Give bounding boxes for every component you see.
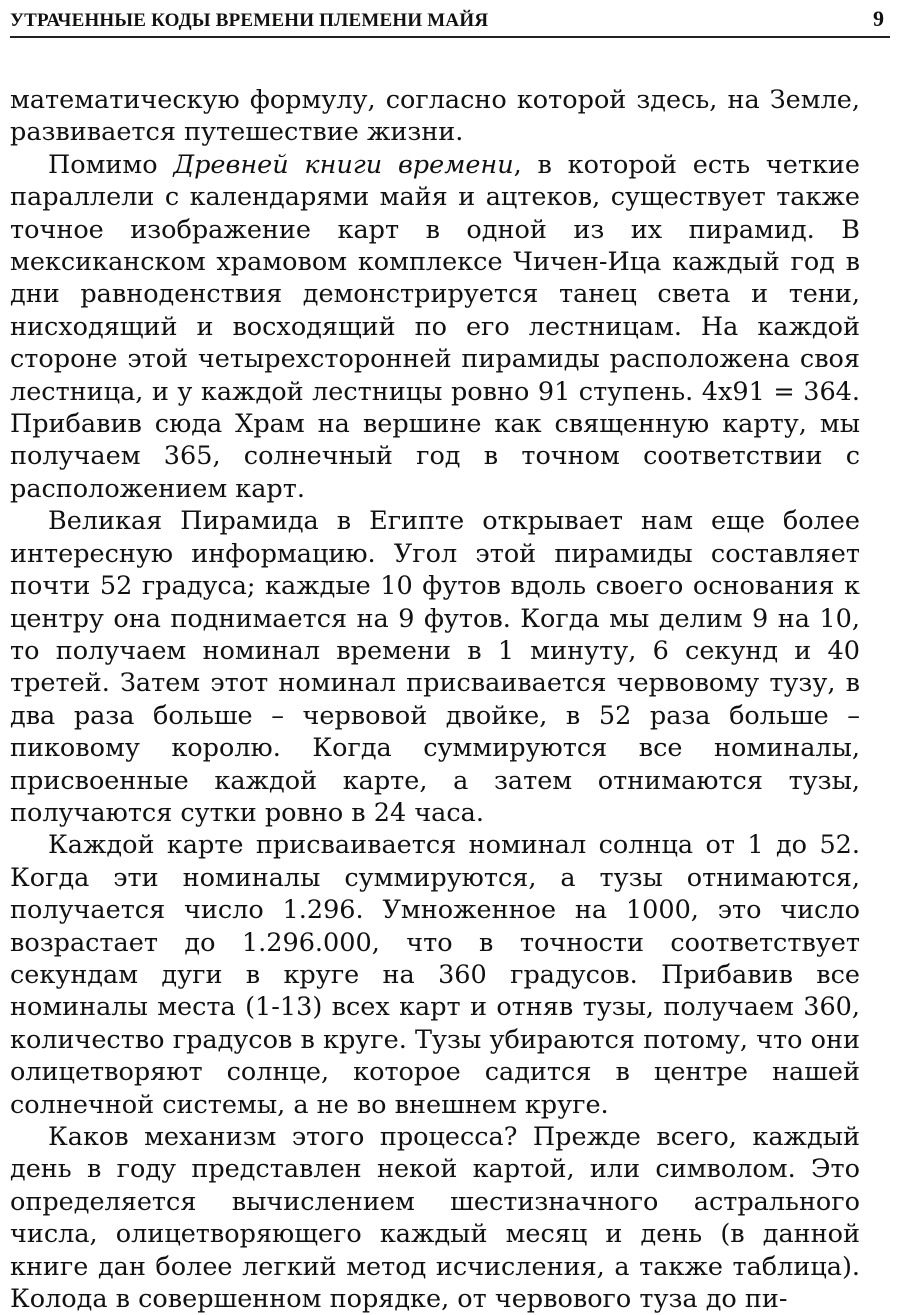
- book-title-italic: Древней книги времени: [173, 149, 514, 180]
- body-text: [10, 84, 860, 1315]
- paragraph-card-values: Каждой карте присваивается номинал солнца от 1 до 52. Когда эти номиналы суммируются, а тузы отнимаются, получается число 1.296. Умноженное на 1000, это число возрастает до 1.296.000, что в точности соответствует секундам дуги в круге на 360 градусов. Прибавив все номиналы места (1-13) всех карт и отняв тузы, получаем 360, количество градусов в круге. Тузы убираются потому, что они олицетворяют солнце, которое садится в центре нашей солнечной системы, а не во внешнем круге.: [10, 830, 860, 1120]
- paragraph-great-pyramid: Великая Пирамида в Египте открывает нам еще более интересную информацию. Угол этой пирамиды составляет почти 52 градуса; каждые 10 футов вдоль своего основания к центру она поднимается на 9 футов. Когда мы делим 9 на 10, то получаем номинал времени в 1 минуту, 6 секунд и 40 третей. Затем этот номинал присваивается червовому тузу, в два раза больше – червовой двойке, в 52 раза больше – пиковому королю. Когда суммируются все номиналы, присвоенные каждой карте, а затем отнимаются тузы, получаются сутки ровно в 24 часа.: [10, 506, 860, 828]
- paragraph-text: , в которой есть четкие параллели с календарями майя и ацтеков, существует также точное изображение карт в одной из их пирамид. В мексиканском храмовом комплексе Чичен-Ица каждый год в дни равноденствия демонстрируется танец света и тени, нисходящий и восходящий по его лестницам. На каждой стороне этой четырехсторонней пирамиды расположена своя лестница, и у каждой лестницы ровно 91 ступень. 4x91 = 364. Прибавив сюда Храм на вершине как священную карту, мы получаем 365, солнечный год в точном соответствии с расположением карт.: [10, 149, 861, 504]
- running-head: [10, 4, 890, 38]
- paragraph-chichen-itza: [10, 149, 860, 505]
- running-title: УТРАЧЕННЫЕ КОДЫ ВРЕМЕНИ ПЛЕМЕНИ МАЙЯ: [10, 10, 489, 31]
- paragraph-text: Помимо: [48, 149, 174, 180]
- page-number: 9: [873, 6, 884, 31]
- paragraph-mechanism: Каков механизм этого процесса? Прежде всего, каждый день в году представлен некой картой, или символом. Это определяется вычислением шестизначного астрального числа, олицетворяющего каждый месяц и день (в данной книге дан более легкий метод исчисления, а также таблица). Колода в совершенном порядке, от червового туза до пи-: [10, 1122, 860, 1315]
- paragraph-continued: математическую формулу, согласно которой здесь, на Земле, развивается путешествие жизни.: [10, 85, 860, 148]
